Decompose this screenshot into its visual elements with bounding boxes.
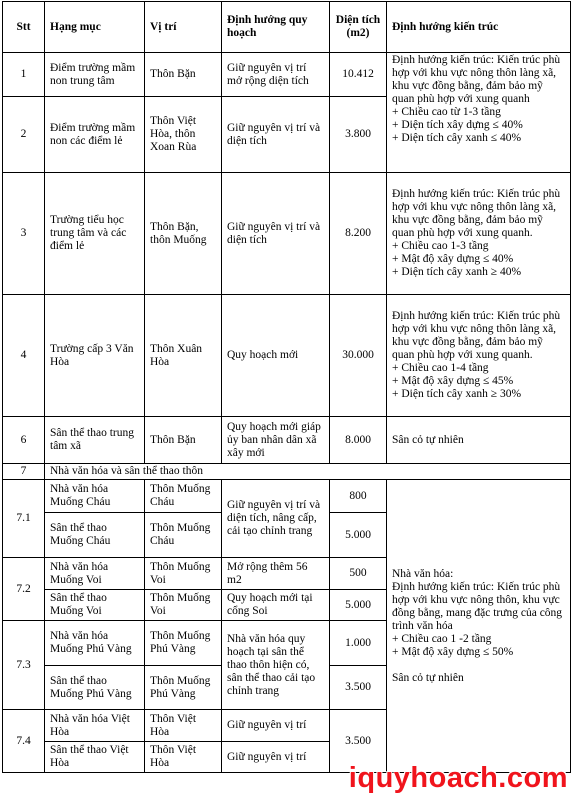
- table-row: [3, 417, 571, 464]
- cell-quy-hoach: Nhà văn hóa quy hoạch tại sân thể thao thôn hiện có, sân thể thao cải tạo chỉnh trang: [222, 621, 330, 710]
- cell-vi-tri: Thôn Việt Hòa: [145, 742, 222, 773]
- cell-quy-hoach: Quy hoạch mới giáp ủy ban nhân dân xã xây mới: [222, 417, 330, 464]
- cell-hang-muc: Sân thể thao trung tâm xã: [45, 417, 145, 464]
- cell-vi-tri: Thôn Muống Phú Vàng: [145, 666, 222, 710]
- cell-stt: 2: [3, 97, 45, 173]
- cell-vi-tri: Thôn Bặn: [145, 417, 222, 464]
- cell-vi-tri: Thôn Muống Cháu: [145, 513, 222, 558]
- section-row: [3, 464, 571, 480]
- cell-hang-muc: Điểm trường mầm non các điểm lẻ: [45, 97, 145, 173]
- cell-kien-truc-nha-van-hoa: Nhà văn hóa: Định hướng kiến trúc: Kiến trúc phù hợp với khu vực nông thôn, khu vực đồng bằng, mang đặc trưng của công trình văn hóa + Chiều cao 1 -2 tầng + Mật độ xây dựng ≤ 50% Sân cỏ tự nhiên: [387, 480, 571, 773]
- header-dinh-huong-kien-truc: Định hướng kiến trúc: [387, 2, 571, 53]
- cell-hang-muc: Sân thể thao Muống Voi: [45, 590, 145, 621]
- cell-dien-tich: 1.000: [330, 621, 387, 666]
- watermark-logo: iquyhoach.com: [348, 762, 568, 794]
- cell-quy-hoach: Giữ nguyên vị trí: [222, 710, 330, 742]
- table-row: [3, 480, 571, 513]
- cell-dien-tich: 5.000: [330, 590, 387, 621]
- cell-quy-hoach: Giữ nguyên vị trí và diện tích, nâng cấp, cải tạo chỉnh trang: [222, 480, 330, 558]
- cell-kien-truc: Định hướng kiến trúc: Kiến trúc phù hợp với khu vực nông thôn làng xã, khu vực đồng bằng, đảm bảo mỹ quan phù hợp với xung quanh + Chiều cao từ 1-3 tầng + Diện tích xây dựng ≤ 40% + Diện tích cây xanh ≤ 40%: [387, 53, 571, 173]
- cell-quy-hoach: Quy hoạch mới: [222, 295, 330, 417]
- cell-dien-tich: 5.000: [330, 513, 387, 558]
- section-title: Nhà văn hóa và sân thể thao thôn: [45, 464, 571, 480]
- cell-vi-tri: Thôn Muống Voi: [145, 590, 222, 621]
- cell-dien-tich: 8.000: [330, 417, 387, 464]
- cell-vi-tri: Thôn Muống Phú Vàng: [145, 621, 222, 666]
- cell-dien-tich: 3.500: [330, 666, 387, 710]
- cell-kien-truc: Sân cỏ tự nhiên: [387, 417, 571, 464]
- cell-hang-muc: Sân thể thao Muống Cháu: [45, 513, 145, 558]
- cell-hang-muc: Nhà văn hóa Muống Voi: [45, 558, 145, 590]
- cell-stt: 7.1: [3, 480, 45, 558]
- cell-dien-tich: 800: [330, 480, 387, 513]
- cell-vi-tri: Thôn Bặn: [145, 53, 222, 97]
- cell-dien-tich: 10.412: [330, 53, 387, 97]
- cell-stt: 7.4: [3, 710, 45, 773]
- cell-hang-muc: Điểm trường mầm non trung tâm: [45, 53, 145, 97]
- cell-hang-muc: Trường tiểu học trung tâm và các điểm lẻ: [45, 173, 145, 295]
- header-dien-tich: Diện tích (m2): [330, 2, 387, 53]
- cell-kien-truc: Định hướng kiến trúc: Kiến trúc phù hợp với khu vực nông thôn làng xã, khu vực đồng bằng, đảm bảo mỹ quan phù hợp với xung quanh. + Chiều cao 1-4 tầng + Mật độ xây dựng ≤ 45% + Diện tích cây xanh ≥ 30%: [387, 295, 571, 417]
- cell-vi-tri: Thôn Xuân Hòa: [145, 295, 222, 417]
- cell-dien-tich: 500: [330, 558, 387, 590]
- cell-dien-tich: 3.500: [330, 710, 387, 773]
- table-row: [3, 53, 571, 97]
- cell-vi-tri: Thôn Muống Cháu: [145, 480, 222, 513]
- cell-stt: 6: [3, 417, 45, 464]
- cell-quy-hoach: Giữ nguyên vị trí và diện tích: [222, 173, 330, 295]
- header-vi-tri: Vị trí: [145, 2, 222, 53]
- table-row: [3, 173, 571, 295]
- cell-vi-tri: Thôn Việt Hòa: [145, 710, 222, 742]
- cell-hang-muc: Nhà văn hóa Muống Cháu: [45, 480, 145, 513]
- cell-quy-hoach: Quy hoạch mới tại cổng Soi: [222, 590, 330, 621]
- table-row: [3, 295, 571, 417]
- cell-dien-tich: 8.200: [330, 173, 387, 295]
- cell-vi-tri: Thôn Muống Voi: [145, 558, 222, 590]
- header-hang-muc: Hạng mục: [45, 2, 145, 53]
- cell-stt: 7: [3, 464, 45, 480]
- planning-table: [2, 1, 571, 773]
- cell-kien-truc: Định hướng kiến trúc: Kiến trúc phù hợp với khu vực nông thôn làng xã, khu vực đồng bằng, đảm bảo mỹ quan phù hợp với xung quanh. + Chiều cao 1-3 tầng + Mật độ xây dựng ≤ 40% + Diện tích cây xanh ≥ 40%: [387, 173, 571, 295]
- cell-quy-hoach: Giữ nguyên vị trí và diện tích: [222, 97, 330, 173]
- cell-dien-tich: 3.800: [330, 97, 387, 173]
- cell-quy-hoach: Giữ nguyên vị trí: [222, 742, 330, 773]
- header-dinh-huong-quy-hoach: Định hướng quy hoạch: [222, 2, 330, 53]
- cell-stt: 3: [3, 173, 45, 295]
- cell-quy-hoach: Giữ nguyên vị trí mở rộng diện tích: [222, 53, 330, 97]
- cell-hang-muc: Sân thể thao Việt Hòa: [45, 742, 145, 773]
- header-stt: Stt: [3, 2, 45, 53]
- cell-hang-muc: Sân thể thao Muống Phú Vàng: [45, 666, 145, 710]
- cell-stt: 7.2: [3, 558, 45, 621]
- cell-dien-tich: 30.000: [330, 295, 387, 417]
- cell-hang-muc: Trường cấp 3 Văn Hòa: [45, 295, 145, 417]
- header-row: [3, 2, 571, 53]
- cell-stt: 7.3: [3, 621, 45, 710]
- cell-stt: 4: [3, 295, 45, 417]
- cell-hang-muc: Nhà văn hóa Muống Phú Vàng: [45, 621, 145, 666]
- cell-vi-tri: Thôn Bặn, thôn Muống: [145, 173, 222, 295]
- cell-vi-tri: Thôn Việt Hòa, thôn Xoan Rùa: [145, 97, 222, 173]
- cell-hang-muc: Nhà văn hóa Việt Hòa: [45, 710, 145, 742]
- cell-quy-hoach: Mở rộng thêm 56 m2: [222, 558, 330, 590]
- cell-stt: 1: [3, 53, 45, 97]
